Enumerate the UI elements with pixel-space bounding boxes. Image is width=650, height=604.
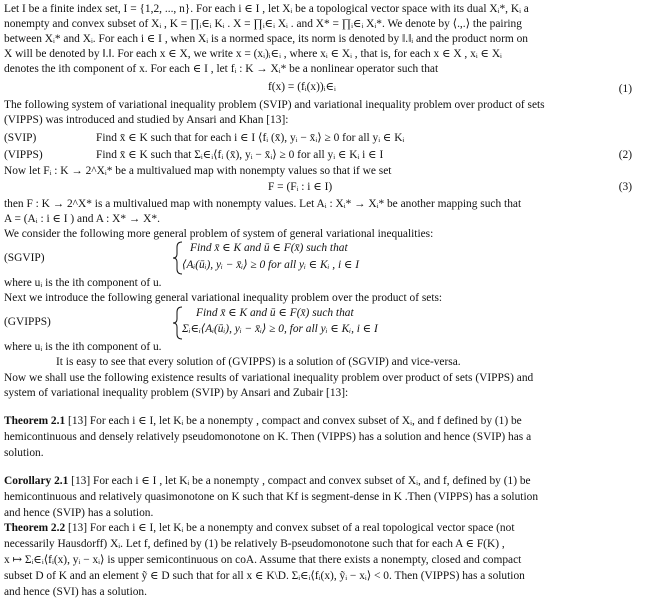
para-gvipps-intro: Next we introduce the following general variational inequality problem over the product of sets: bbox=[4, 292, 443, 304]
theorem-2-1-label: Theorem 2.1 bbox=[4, 415, 66, 427]
where-line: where uᵢ is the ith component of u. bbox=[4, 277, 162, 289]
theorem-2-2-line bbox=[4, 521, 642, 536]
para-mapping-line: then F : K → 2^X* is a multivalued map with nonempty values. Let Aᵢ : Xᵢ* → Xᵢ* be another mapping such that bbox=[4, 198, 522, 210]
theorem-2-2-text: [13] For each i ∈ I, let Kᵢ be a nonempty and convex subset of a real topological vector space (not bbox=[65, 522, 515, 534]
para-svip-intro-line: The following system of variational inequality problem (SVIP) and variational inequality problem over product of sets bbox=[4, 99, 545, 111]
theorem-2-2-line: subset D of K and an element ỹ ∈ D such that for all x ∈ K\D. Σᵢ∈ᵢ⟨fᵢ(x), ỹᵢ − xᵢ⟩ < 0. Then (VIPPS) has a solution bbox=[4, 570, 525, 582]
svip-statement: Find x̄ ∈ K such that for each i ∈ I ⟨fᵢ (x̄), yᵢ − x̄ᵢ⟩ ≥ 0 for all yᵢ ∈ Kᵢ bbox=[96, 132, 405, 144]
corollary-2-1-label: Corollary 2.1 bbox=[4, 475, 69, 487]
theorem-2-2-line: x ↦ Σᵢ∈ᵢ⟨fᵢ(x), yᵢ − xᵢ⟩ is upper semicontinuous on coA. Assume that there exists a nonempty, closed and compact bbox=[4, 554, 522, 566]
sgvip-label: (SGVIP) bbox=[4, 252, 45, 264]
equation-2-number: (2) bbox=[618, 149, 632, 161]
sgvip-condition-1: Find x̄ ∈ K and ū ∈ F(x̄) such that bbox=[190, 242, 348, 254]
theorem-2-1-line: hemicontinuous and densely relatively pseudomonotone on K. Then (VIPPS) has a solution and hence (SVIP) has a bbox=[4, 431, 532, 443]
vipps-label: (VIPPS) bbox=[4, 149, 43, 161]
para-mapping-line: A = (Aᵢ : i ∈ I ) and A : X* → X*. bbox=[4, 213, 160, 225]
para-intro-line: nonempty and convex subset of Xᵢ , K = ∏ᵢ∈ᵢ Kᵢ . X = ∏ᵢ∈ᵢ Xᵢ . and X* = ∏ᵢ∈ᵢ Xᵢ*. We denote by ⟨.,.⟩ the pairing bbox=[4, 18, 522, 30]
para-intro-line: between Xᵢ* and Xᵢ. For each i ∈ I , when Xᵢ is a normed space, its norm is denoted by ‖.‖ᵢ and the product norm on bbox=[4, 33, 528, 45]
para-equivalence: It is easy to see that every solution of (GVIPPS) is a solution of (SGVIP) and vice-versa. bbox=[56, 356, 461, 368]
para-multivalued-line: Now let Fᵢ : K → 2^Xᵢ* be a multivalued map with nonempty values so that if we set bbox=[4, 165, 392, 177]
para-mapping-line: We consider the following more general problem of system of general variational inequalities: bbox=[4, 228, 434, 240]
para-intro-line: X will be denoted by ‖.‖. For each x ∈ X, we write x = (xᵢ)ᵢ∈ᵢ , where xᵢ ∈ Xᵢ , that is, for each x ∈ X , xᵢ ∈ Xᵢ bbox=[4, 48, 502, 60]
para-svip-intro-line: (VIPPS) was introduced and studied by Ansari and Khan [13]: bbox=[4, 114, 289, 126]
theorem-2-2-label: Theorem 2.2 bbox=[4, 522, 66, 534]
where-line: where uᵢ is the ith component of u. bbox=[4, 341, 162, 353]
para-intro-line: Let I be a finite index set, I = {1,2, ..., n}. For each i ∈ I , let Xᵢ be a topological vector space with its dual Xᵢ*, Kᵢ a bbox=[4, 3, 529, 15]
corollary-2-1-line: hemicontinuous and relatively quasimonotone on K such that Kf is segment-dense in K .Then (VIPPS) has a solution bbox=[4, 491, 539, 503]
gvipps-condition-2: Σᵢ∈ᵢ⟨Aᵢ(ūᵢ), yᵢ − x̄ᵢ⟩ ≥ 0, for all yᵢ ∈ Kᵢ, i ∈ I bbox=[182, 323, 378, 335]
equation-3: F = (Fᵢ : i ∈ I) bbox=[268, 181, 333, 193]
corollary-2-1-line: and hence (SVIP) has a solution. bbox=[4, 507, 154, 519]
equation-1: f(x) = (fᵢ(x))ᵢ∈ᵢ bbox=[268, 81, 336, 93]
vipps-statement: Find x̄ ∈ K such that Σᵢ∈ᵢ⟨fᵢ (x̄), yᵢ − x̄ᵢ⟩ ≥ 0 for all yᵢ ∈ Kᵢ i ∈ I bbox=[96, 149, 384, 161]
theorem-2-1-line: solution. bbox=[4, 447, 44, 459]
theorem-2-1-line bbox=[4, 414, 642, 429]
theorem-2-2-line: necessarily Hausdorff) Xᵢ. Let f, defined by (1) be relatively B-pseudomonotone such that for each A ∈ F(K) , bbox=[4, 538, 505, 550]
equation-1-number: (1) bbox=[618, 83, 632, 95]
equation-3-number: (3) bbox=[618, 181, 632, 193]
svip-label: (SVIP) bbox=[4, 132, 37, 144]
para-existence-line: Now we shall use the following existence results of variational inequality problem over product of sets (VIPPS) and bbox=[4, 372, 534, 384]
sgvip-condition-2: ⟨Aᵢ(ūᵢ), yᵢ − x̄ᵢ⟩ ≥ 0 for all yᵢ ∈ Kᵢ , i ∈ I bbox=[182, 259, 360, 271]
gvipps-condition-1: Find x̄ ∈ K and ū ∈ F(x̄) such that bbox=[196, 307, 354, 319]
corollary-2-1-line bbox=[4, 474, 642, 489]
theorem-2-2-line: and hence (SVI) has a solution. bbox=[4, 586, 147, 598]
para-existence-line: system of variational inequality problem (SVIP) by Ansari and Zubair [13]: bbox=[4, 387, 349, 399]
para-intro-line: denotes the ith component of x. For each ∈ I , let fᵢ : K → Xᵢ* be a nonlinear operator such that bbox=[4, 63, 439, 75]
corollary-2-1-text: [13] For each i ∈ I , let Kᵢ be a nonempty , compact and convex subset of Xᵢ, and f, defined by (1) be bbox=[68, 475, 531, 487]
theorem-2-1-text: [13] For each i ∈ I, let Kᵢ be a nonempty , compact and convex subset of Xᵢ, and f defined by (1) be bbox=[65, 415, 522, 427]
gvipps-label: (GVIPPS) bbox=[4, 316, 51, 328]
